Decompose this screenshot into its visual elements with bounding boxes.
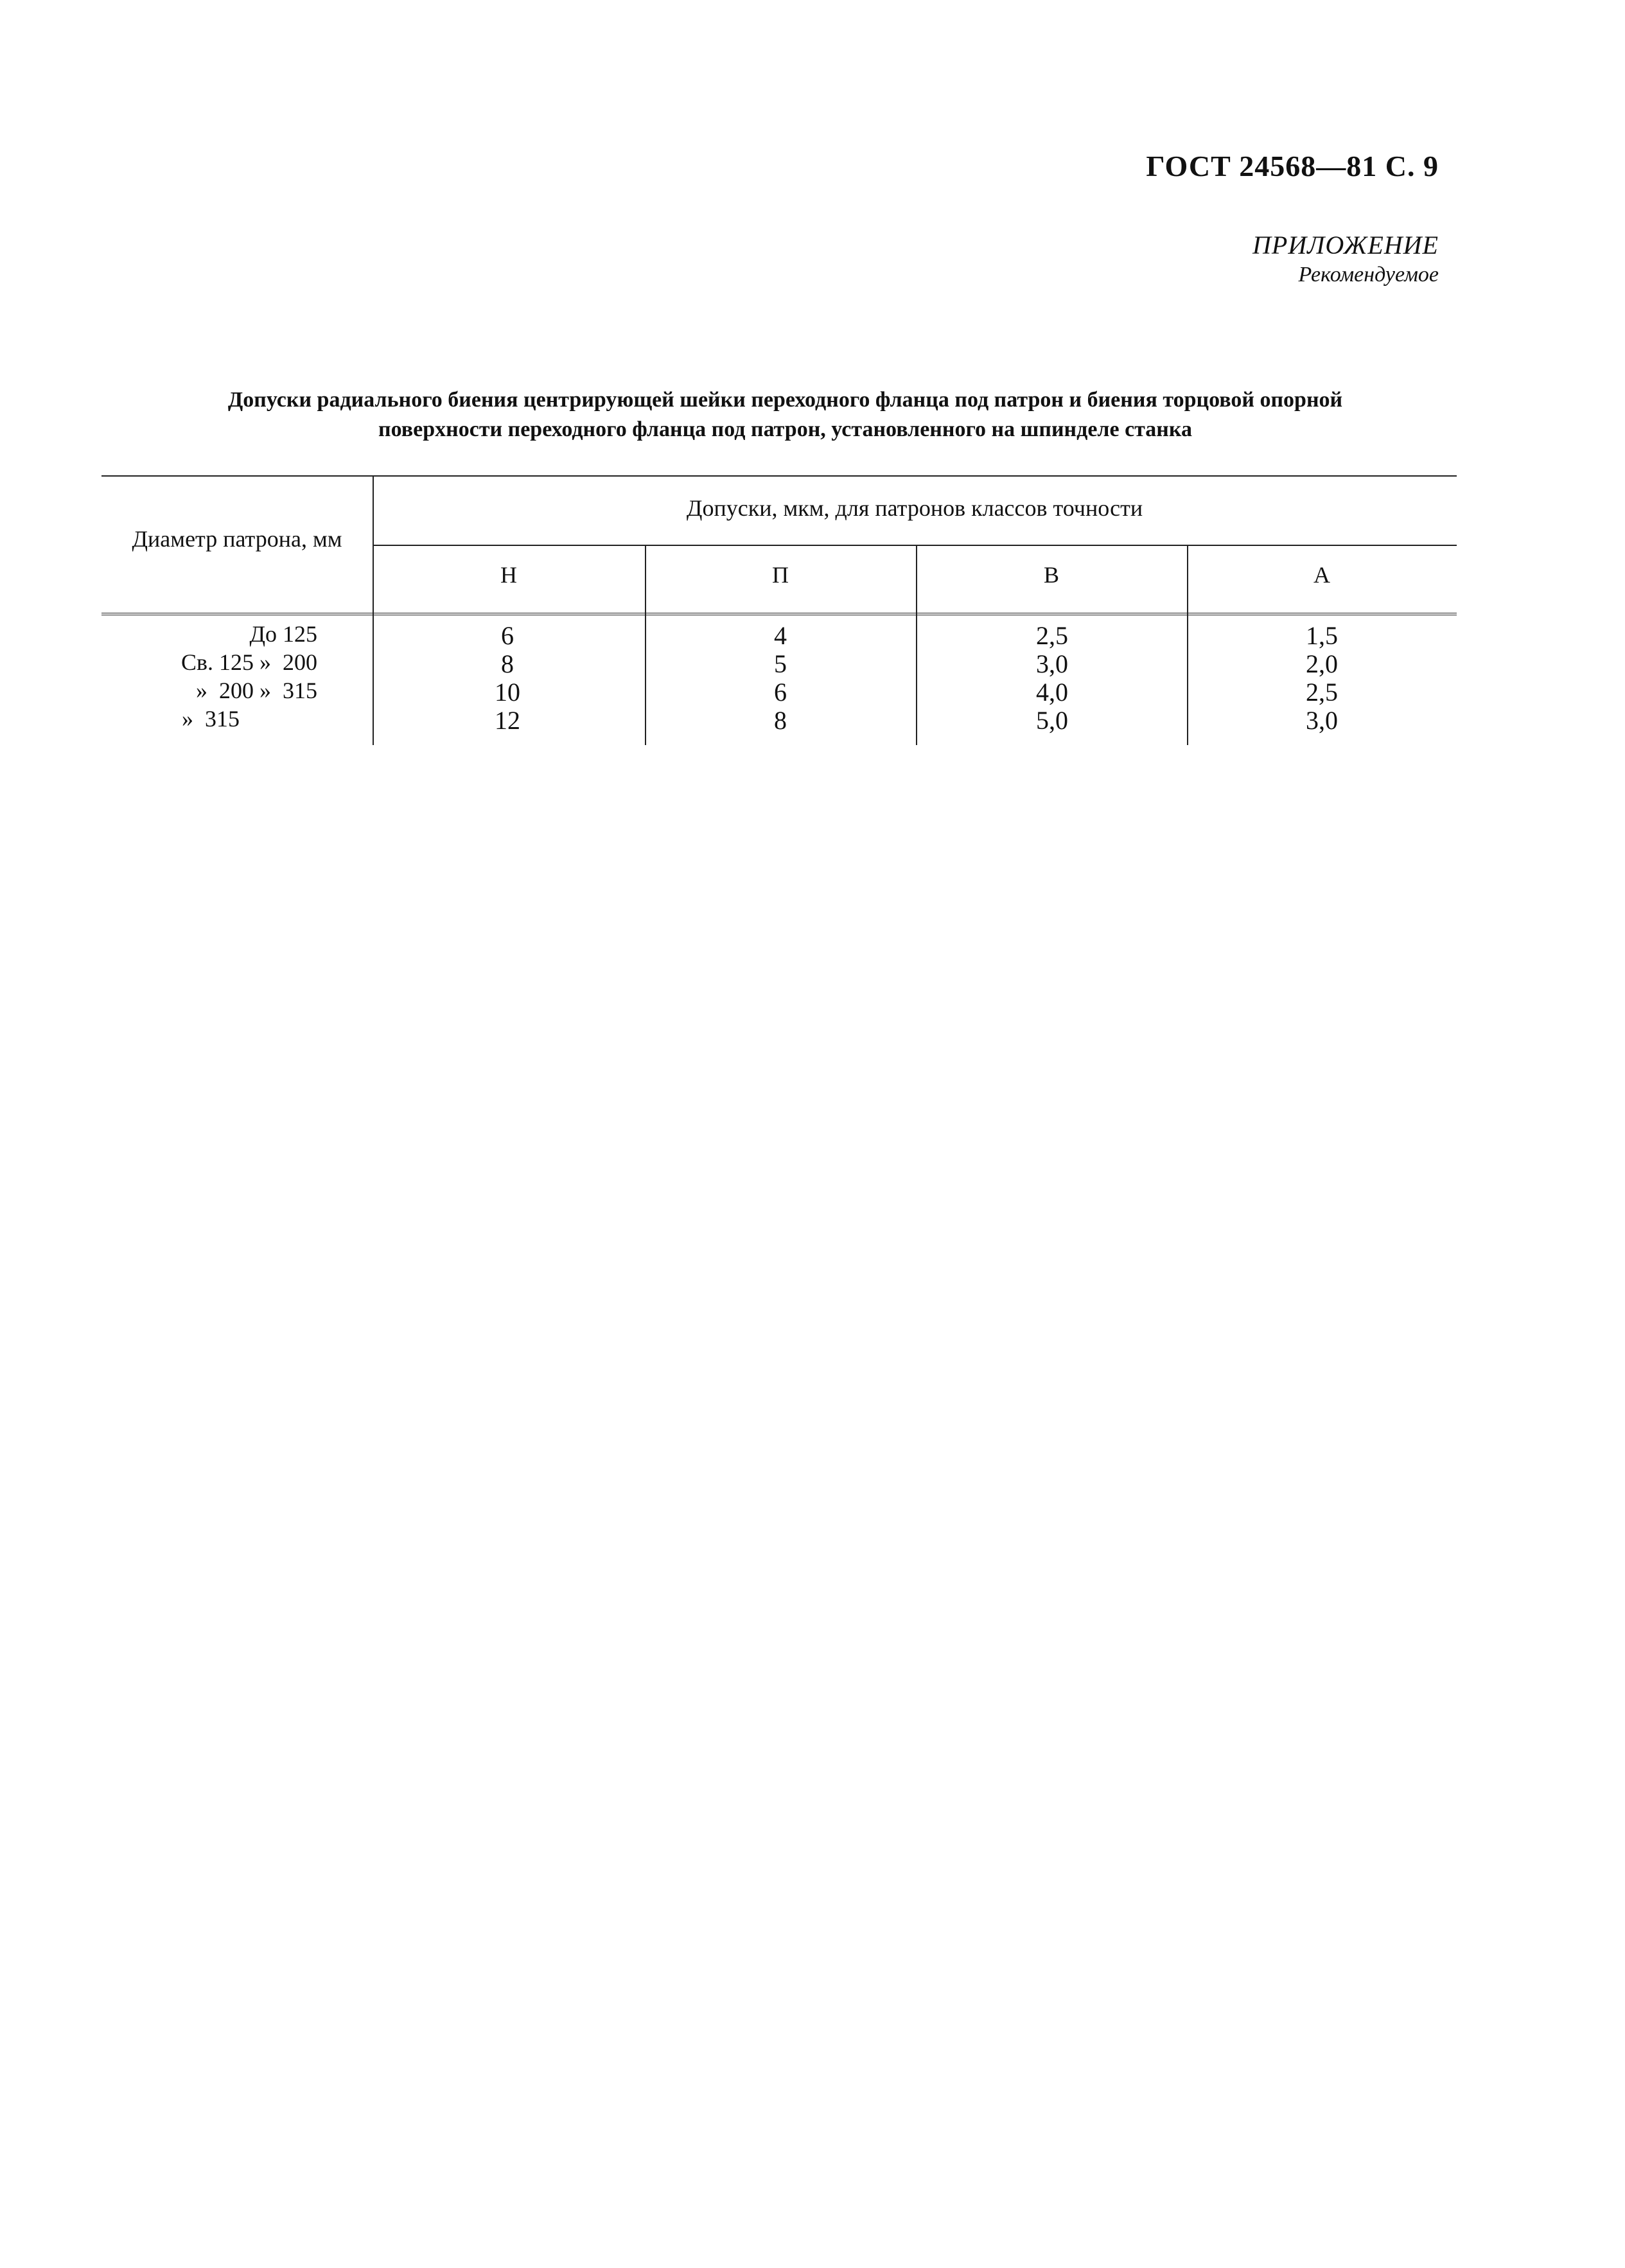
value-v: 3,0	[1036, 649, 1068, 678]
value-n: 6	[501, 621, 514, 650]
value-n: 12	[495, 706, 520, 735]
table-top-rule	[101, 475, 1457, 477]
row-diameter: Св. 125 » 200	[180, 649, 317, 675]
value-a: 2,5	[1306, 678, 1338, 707]
row-diameter: » 200 » 315	[196, 678, 317, 703]
row-diameter: До 125	[249, 621, 317, 647]
table-title-line-1: Допуски радиального биения центрирующей шейки переходного фланца под патрон и биения торцовой опорной	[227, 388, 1343, 412]
row-diameter: » 315	[182, 706, 240, 732]
appendix-status: Рекомендуемое	[1298, 263, 1439, 286]
appendix-label: ПРИЛОЖЕНИЕ	[1252, 231, 1439, 259]
value-a: 3,0	[1306, 706, 1338, 735]
table-row	[101, 705, 1457, 734]
header-mid-rule	[373, 545, 1457, 546]
header-diameter: Диаметр патрона, мм	[132, 526, 342, 552]
header-class-a: А	[1313, 562, 1330, 588]
value-a: 1,5	[1306, 621, 1338, 650]
value-p: 8	[774, 706, 787, 735]
value-n: 8	[501, 649, 514, 678]
value-p: 6	[774, 678, 787, 707]
table-row	[101, 620, 1457, 649]
document-code: ГОСТ 24568—81 С. 9	[1146, 150, 1439, 182]
header-class-n: Н	[500, 562, 517, 588]
header-class-p: П	[772, 562, 789, 588]
appendix-block	[1252, 230, 1439, 287]
value-v: 5,0	[1036, 706, 1068, 735]
table-row	[101, 677, 1457, 705]
value-v: 2,5	[1036, 621, 1068, 650]
header-tolerances: Допуски, мкм, для патронов классов точности	[686, 495, 1143, 521]
value-p: 5	[774, 649, 787, 678]
header-class-v: В	[1043, 562, 1059, 588]
table-row	[101, 649, 1457, 677]
value-p: 4	[774, 621, 787, 650]
value-v: 4,0	[1036, 678, 1068, 707]
table-title	[90, 385, 1480, 444]
header-bottom-rule	[101, 613, 1457, 615]
value-a: 2,0	[1306, 649, 1338, 678]
table-title-line-2: поверхности переходного фланца под патрон, установленного на шпинделе станка	[378, 418, 1192, 441]
value-n: 10	[495, 678, 520, 707]
